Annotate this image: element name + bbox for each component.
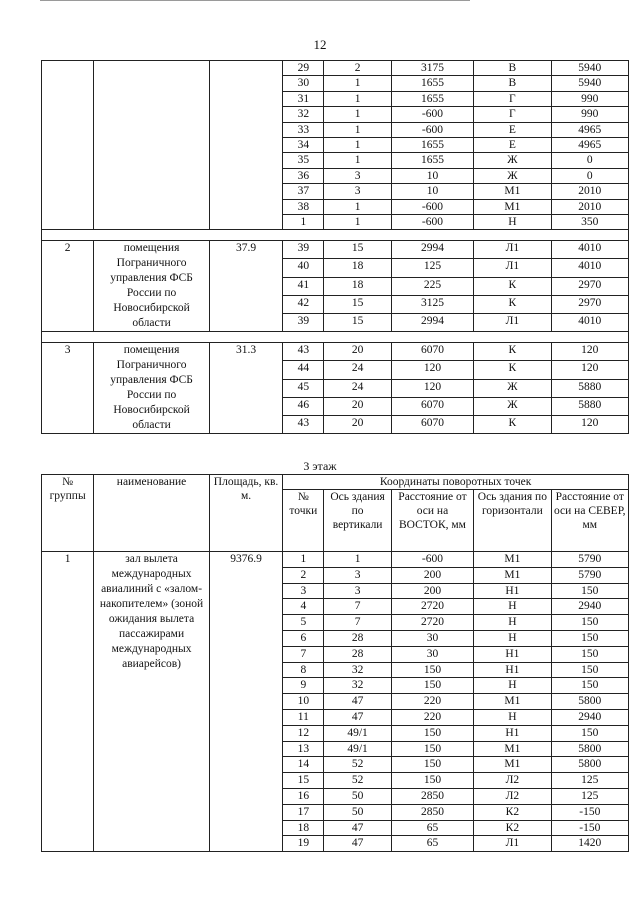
cell-horizontal-axis: Ж [474, 379, 551, 397]
separator-cell [42, 230, 629, 241]
cell-point-number: 2 [283, 567, 324, 583]
cell-vertical-axis: 52 [324, 773, 391, 789]
cell-distance-east: 220 [391, 709, 473, 725]
cell-point-number: 1 [283, 214, 324, 229]
cell-vertical-axis: 47 [324, 694, 391, 710]
cell-vertical-axis: 1 [324, 199, 391, 214]
separator-row [42, 230, 629, 241]
cell-horizontal-axis: Г [474, 91, 551, 106]
cell-horizontal-axis: М1 [474, 567, 551, 583]
cell-point-number: 44 [283, 361, 324, 379]
cell-vertical-axis: 47 [324, 709, 391, 725]
cell-vertical-axis: 1 [324, 137, 391, 152]
cell-distance-east: 200 [391, 567, 473, 583]
cell-distance-east: 6070 [391, 416, 473, 434]
header-distance-north: Расстояние от оси на СЕВЕР, мм [551, 490, 628, 552]
cell-distance-east: 2720 [391, 599, 473, 615]
cell-vertical-axis: 1 [324, 214, 391, 229]
cell-point-number: 13 [283, 741, 324, 757]
cell-distance-east: 30 [391, 646, 473, 662]
header-coordinates: Координаты поворотных точек [283, 475, 629, 490]
cell-distance-north: -150 [551, 804, 628, 820]
cell-point-number: 18 [283, 820, 324, 836]
cell-point-number: 41 [283, 277, 324, 295]
cell-distance-north: 2970 [551, 295, 628, 313]
cell-distance-north: 4010 [551, 241, 628, 259]
cell-distance-east: 2994 [391, 241, 473, 259]
cell-distance-north: 2970 [551, 277, 628, 295]
table-row [42, 61, 629, 76]
cell-vertical-axis: 32 [324, 678, 391, 694]
cell-distance-north: 120 [551, 343, 628, 361]
cell-distance-north: 150 [551, 630, 628, 646]
cell-horizontal-axis: К2 [474, 804, 551, 820]
cell-point-number: 9 [283, 678, 324, 694]
cell-distance-north: 5880 [551, 379, 628, 397]
cell-distance-east: 150 [391, 773, 473, 789]
cell-horizontal-axis: Л2 [474, 788, 551, 804]
cell-point-number: 36 [283, 168, 324, 183]
cell-area: 9376.9 [209, 552, 282, 852]
cell-point-number: 3 [283, 583, 324, 599]
cell-point-number: 33 [283, 122, 324, 137]
cell-distance-north: 150 [551, 583, 628, 599]
separator-row [42, 332, 629, 343]
cell-distance-north: 150 [551, 662, 628, 678]
cell-point-number: 12 [283, 725, 324, 741]
cell-distance-north: 1420 [551, 836, 628, 852]
cell-point-number: 17 [283, 804, 324, 820]
cell-horizontal-axis: Л1 [474, 314, 551, 332]
cell-horizontal-axis: М1 [474, 552, 551, 568]
cell-distance-east: -600 [391, 122, 473, 137]
cell-group-number: 3 [42, 343, 94, 434]
cell-distance-east: 220 [391, 694, 473, 710]
cell-distance-east: -600 [391, 552, 473, 568]
cell-vertical-axis: 50 [324, 804, 391, 820]
cell-distance-north: 2940 [551, 709, 628, 725]
cell-vertical-axis: 49/1 [324, 741, 391, 757]
cell-distance-north: 990 [551, 91, 628, 106]
cell-point-number: 42 [283, 295, 324, 313]
cell-distance-east: 2850 [391, 804, 473, 820]
cell-horizontal-axis: Л1 [474, 241, 551, 259]
cell-horizontal-axis: Н1 [474, 725, 551, 741]
cell-group-number: 1 [42, 552, 94, 852]
header-distance-east: Расстояние от оси на ВОСТОК, мм [391, 490, 473, 552]
cell-vertical-axis: 18 [324, 259, 391, 277]
cell-distance-east: 65 [391, 820, 473, 836]
cell-horizontal-axis: К [474, 295, 551, 313]
cell-name-empty [94, 61, 210, 230]
cell-vertical-axis: 47 [324, 820, 391, 836]
cell-distance-east: 120 [391, 379, 473, 397]
cell-vertical-axis: 47 [324, 836, 391, 852]
cell-distance-east: 150 [391, 678, 473, 694]
cell-horizontal-axis: К [474, 416, 551, 434]
cell-distance-north: 350 [551, 214, 628, 229]
cell-point-number: 8 [283, 662, 324, 678]
cell-point-number: 29 [283, 61, 324, 76]
cell-vertical-axis: 15 [324, 295, 391, 313]
header-vertical-axis: Ось здания по вертикали [324, 490, 391, 552]
cell-horizontal-axis: В [474, 76, 551, 91]
cell-horizontal-axis: Л1 [474, 836, 551, 852]
cell-area: 31.3 [209, 343, 282, 434]
cell-horizontal-axis: Н [474, 630, 551, 646]
cell-distance-north: 5790 [551, 552, 628, 568]
cell-distance-north: 150 [551, 725, 628, 741]
cell-distance-north: 5800 [551, 741, 628, 757]
cell-name: помещения Пограничного управления ФСБ России по Новосибирской области [94, 241, 210, 332]
cell-point-number: 43 [283, 416, 324, 434]
cell-distance-north: 125 [551, 788, 628, 804]
table-row [42, 343, 629, 361]
cell-horizontal-axis: Г [474, 107, 551, 122]
cell-distance-east: 6070 [391, 343, 473, 361]
cell-horizontal-axis: Н [474, 678, 551, 694]
cell-distance-east: 10 [391, 168, 473, 183]
cell-vertical-axis: 24 [324, 379, 391, 397]
cell-vertical-axis: 28 [324, 630, 391, 646]
cell-point-number: 19 [283, 836, 324, 852]
cell-point-number: 39 [283, 241, 324, 259]
cell-distance-east: 200 [391, 583, 473, 599]
cell-vertical-axis: 1 [324, 153, 391, 168]
cell-horizontal-axis: Н1 [474, 662, 551, 678]
table-row [42, 241, 629, 259]
cell-group-number-empty [42, 61, 94, 230]
cell-distance-east: 1655 [391, 153, 473, 168]
cell-distance-north: 120 [551, 416, 628, 434]
cell-horizontal-axis: М1 [474, 184, 551, 199]
cell-distance-north: 150 [551, 678, 628, 694]
cell-distance-east: 6070 [391, 397, 473, 415]
cell-name: помещения Пограничного управления ФСБ России по Новосибирской области [94, 343, 210, 434]
cell-horizontal-axis: М1 [474, 199, 551, 214]
cell-distance-east: -600 [391, 214, 473, 229]
cell-distance-north: 120 [551, 361, 628, 379]
cell-distance-north: 150 [551, 615, 628, 631]
cell-vertical-axis: 49/1 [324, 725, 391, 741]
cell-distance-north: 4010 [551, 259, 628, 277]
cell-distance-east: 150 [391, 741, 473, 757]
cell-distance-east: 150 [391, 662, 473, 678]
cell-distance-east: 65 [391, 836, 473, 852]
cell-point-number: 35 [283, 153, 324, 168]
cell-horizontal-axis: К2 [474, 820, 551, 836]
cell-point-number: 43 [283, 343, 324, 361]
cell-vertical-axis: 7 [324, 599, 391, 615]
cell-point-number: 7 [283, 646, 324, 662]
cell-point-number: 5 [283, 615, 324, 631]
cell-vertical-axis: 20 [324, 343, 391, 361]
cell-distance-north: 5940 [551, 61, 628, 76]
cell-distance-north: 5790 [551, 567, 628, 583]
cell-horizontal-axis: Ж [474, 153, 551, 168]
header-name: наименование [94, 475, 210, 552]
cell-point-number: 10 [283, 694, 324, 710]
cell-distance-east: 2994 [391, 314, 473, 332]
cell-distance-east: 1655 [391, 137, 473, 152]
cell-distance-east: 150 [391, 725, 473, 741]
cell-point-number: 16 [283, 788, 324, 804]
cell-distance-east: 120 [391, 361, 473, 379]
cell-vertical-axis: 24 [324, 361, 391, 379]
cell-vertical-axis: 1 [324, 76, 391, 91]
header-horizontal-axis: Ось здания по горизонтали [474, 490, 551, 552]
cell-distance-north: 125 [551, 773, 628, 789]
floor-title: 3 этаж [303, 459, 337, 473]
cell-vertical-axis: 1 [324, 91, 391, 106]
cell-horizontal-axis: Ж [474, 168, 551, 183]
cell-vertical-axis: 50 [324, 788, 391, 804]
cell-point-number: 40 [283, 259, 324, 277]
cell-distance-east: 30 [391, 630, 473, 646]
page-number: 12 [313, 37, 327, 52]
cell-point-number: 30 [283, 76, 324, 91]
cell-horizontal-axis: В [474, 61, 551, 76]
cell-horizontal-axis: М1 [474, 694, 551, 710]
cell-distance-north: 4010 [551, 314, 628, 332]
cell-distance-north: 4965 [551, 122, 628, 137]
cell-point-number: 39 [283, 314, 324, 332]
cell-vertical-axis: 32 [324, 662, 391, 678]
cell-vertical-axis: 1 [324, 122, 391, 137]
cell-horizontal-axis: Н1 [474, 583, 551, 599]
coordinates-table-continued [41, 60, 629, 434]
cell-point-number: 37 [283, 184, 324, 199]
cell-vertical-axis: 18 [324, 277, 391, 295]
header-group-number: № группы [42, 475, 94, 552]
cell-horizontal-axis: Н [474, 709, 551, 725]
cell-vertical-axis: 15 [324, 241, 391, 259]
cell-distance-north: 990 [551, 107, 628, 122]
scan-top-edge [40, 0, 470, 1]
cell-vertical-axis: 3 [324, 583, 391, 599]
cell-point-number: 15 [283, 773, 324, 789]
cell-vertical-axis: 20 [324, 397, 391, 415]
cell-horizontal-axis: Н1 [474, 646, 551, 662]
cell-distance-north: -150 [551, 820, 628, 836]
cell-distance-east: 225 [391, 277, 473, 295]
cell-area: 37.9 [209, 241, 282, 332]
cell-distance-east: 10 [391, 184, 473, 199]
cell-horizontal-axis: К [474, 343, 551, 361]
cell-point-number: 11 [283, 709, 324, 725]
cell-distance-east: 1655 [391, 91, 473, 106]
cell-distance-north: 5940 [551, 76, 628, 91]
cell-distance-north: 5880 [551, 397, 628, 415]
cell-horizontal-axis: Е [474, 137, 551, 152]
cell-point-number: 1 [283, 552, 324, 568]
cell-point-number: 45 [283, 379, 324, 397]
cell-horizontal-axis: Н [474, 615, 551, 631]
cell-point-number: 46 [283, 397, 324, 415]
cell-distance-east: 3175 [391, 61, 473, 76]
cell-distance-east: -600 [391, 107, 473, 122]
cell-horizontal-axis: Е [474, 122, 551, 137]
cell-vertical-axis: 2 [324, 61, 391, 76]
cell-distance-east: 2720 [391, 615, 473, 631]
cell-horizontal-axis: Н [474, 214, 551, 229]
cell-horizontal-axis: М1 [474, 741, 551, 757]
cell-distance-north: 0 [551, 153, 628, 168]
cell-distance-north: 5800 [551, 757, 628, 773]
cell-horizontal-axis: Л2 [474, 773, 551, 789]
header-point-number: № точки [283, 490, 324, 552]
cell-horizontal-axis: Н [474, 599, 551, 615]
cell-vertical-axis: 1 [324, 552, 391, 568]
cell-point-number: 4 [283, 599, 324, 615]
cell-distance-north: 2010 [551, 184, 628, 199]
cell-distance-east: 2850 [391, 788, 473, 804]
cell-vertical-axis: 52 [324, 757, 391, 773]
cell-point-number: 6 [283, 630, 324, 646]
cell-distance-east: -600 [391, 199, 473, 214]
cell-vertical-axis: 15 [324, 314, 391, 332]
cell-horizontal-axis: К [474, 361, 551, 379]
cell-horizontal-axis: М1 [474, 757, 551, 773]
cell-vertical-axis: 7 [324, 615, 391, 631]
cell-horizontal-axis: Ж [474, 397, 551, 415]
table-row [42, 552, 629, 568]
cell-distance-north: 0 [551, 168, 628, 183]
cell-name: зал вылета международных авиалиний с «залом-накопителем» (зоной ожидания вылета пассажирами международных авиарейсов) [94, 552, 210, 852]
cell-horizontal-axis: К [474, 277, 551, 295]
cell-distance-east: 3125 [391, 295, 473, 313]
cell-vertical-axis: 1 [324, 107, 391, 122]
cell-distance-north: 2940 [551, 599, 628, 615]
cell-distance-east: 125 [391, 259, 473, 277]
cell-horizontal-axis: Л1 [474, 259, 551, 277]
floor3-coordinates-table [41, 474, 629, 852]
cell-distance-north: 150 [551, 646, 628, 662]
cell-vertical-axis: 3 [324, 168, 391, 183]
header-area: Площадь, кв. м. [209, 475, 282, 552]
cell-area-empty [209, 61, 282, 230]
cell-distance-north: 5800 [551, 694, 628, 710]
cell-point-number: 14 [283, 757, 324, 773]
cell-distance-east: 150 [391, 757, 473, 773]
cell-point-number: 32 [283, 107, 324, 122]
cell-vertical-axis: 20 [324, 416, 391, 434]
cell-vertical-axis: 3 [324, 567, 391, 583]
cell-point-number: 38 [283, 199, 324, 214]
cell-group-number: 2 [42, 241, 94, 332]
cell-vertical-axis: 28 [324, 646, 391, 662]
cell-vertical-axis: 3 [324, 184, 391, 199]
separator-cell [42, 332, 629, 343]
cell-point-number: 34 [283, 137, 324, 152]
cell-distance-north: 2010 [551, 199, 628, 214]
cell-distance-north: 4965 [551, 137, 628, 152]
cell-distance-east: 1655 [391, 76, 473, 91]
cell-point-number: 31 [283, 91, 324, 106]
